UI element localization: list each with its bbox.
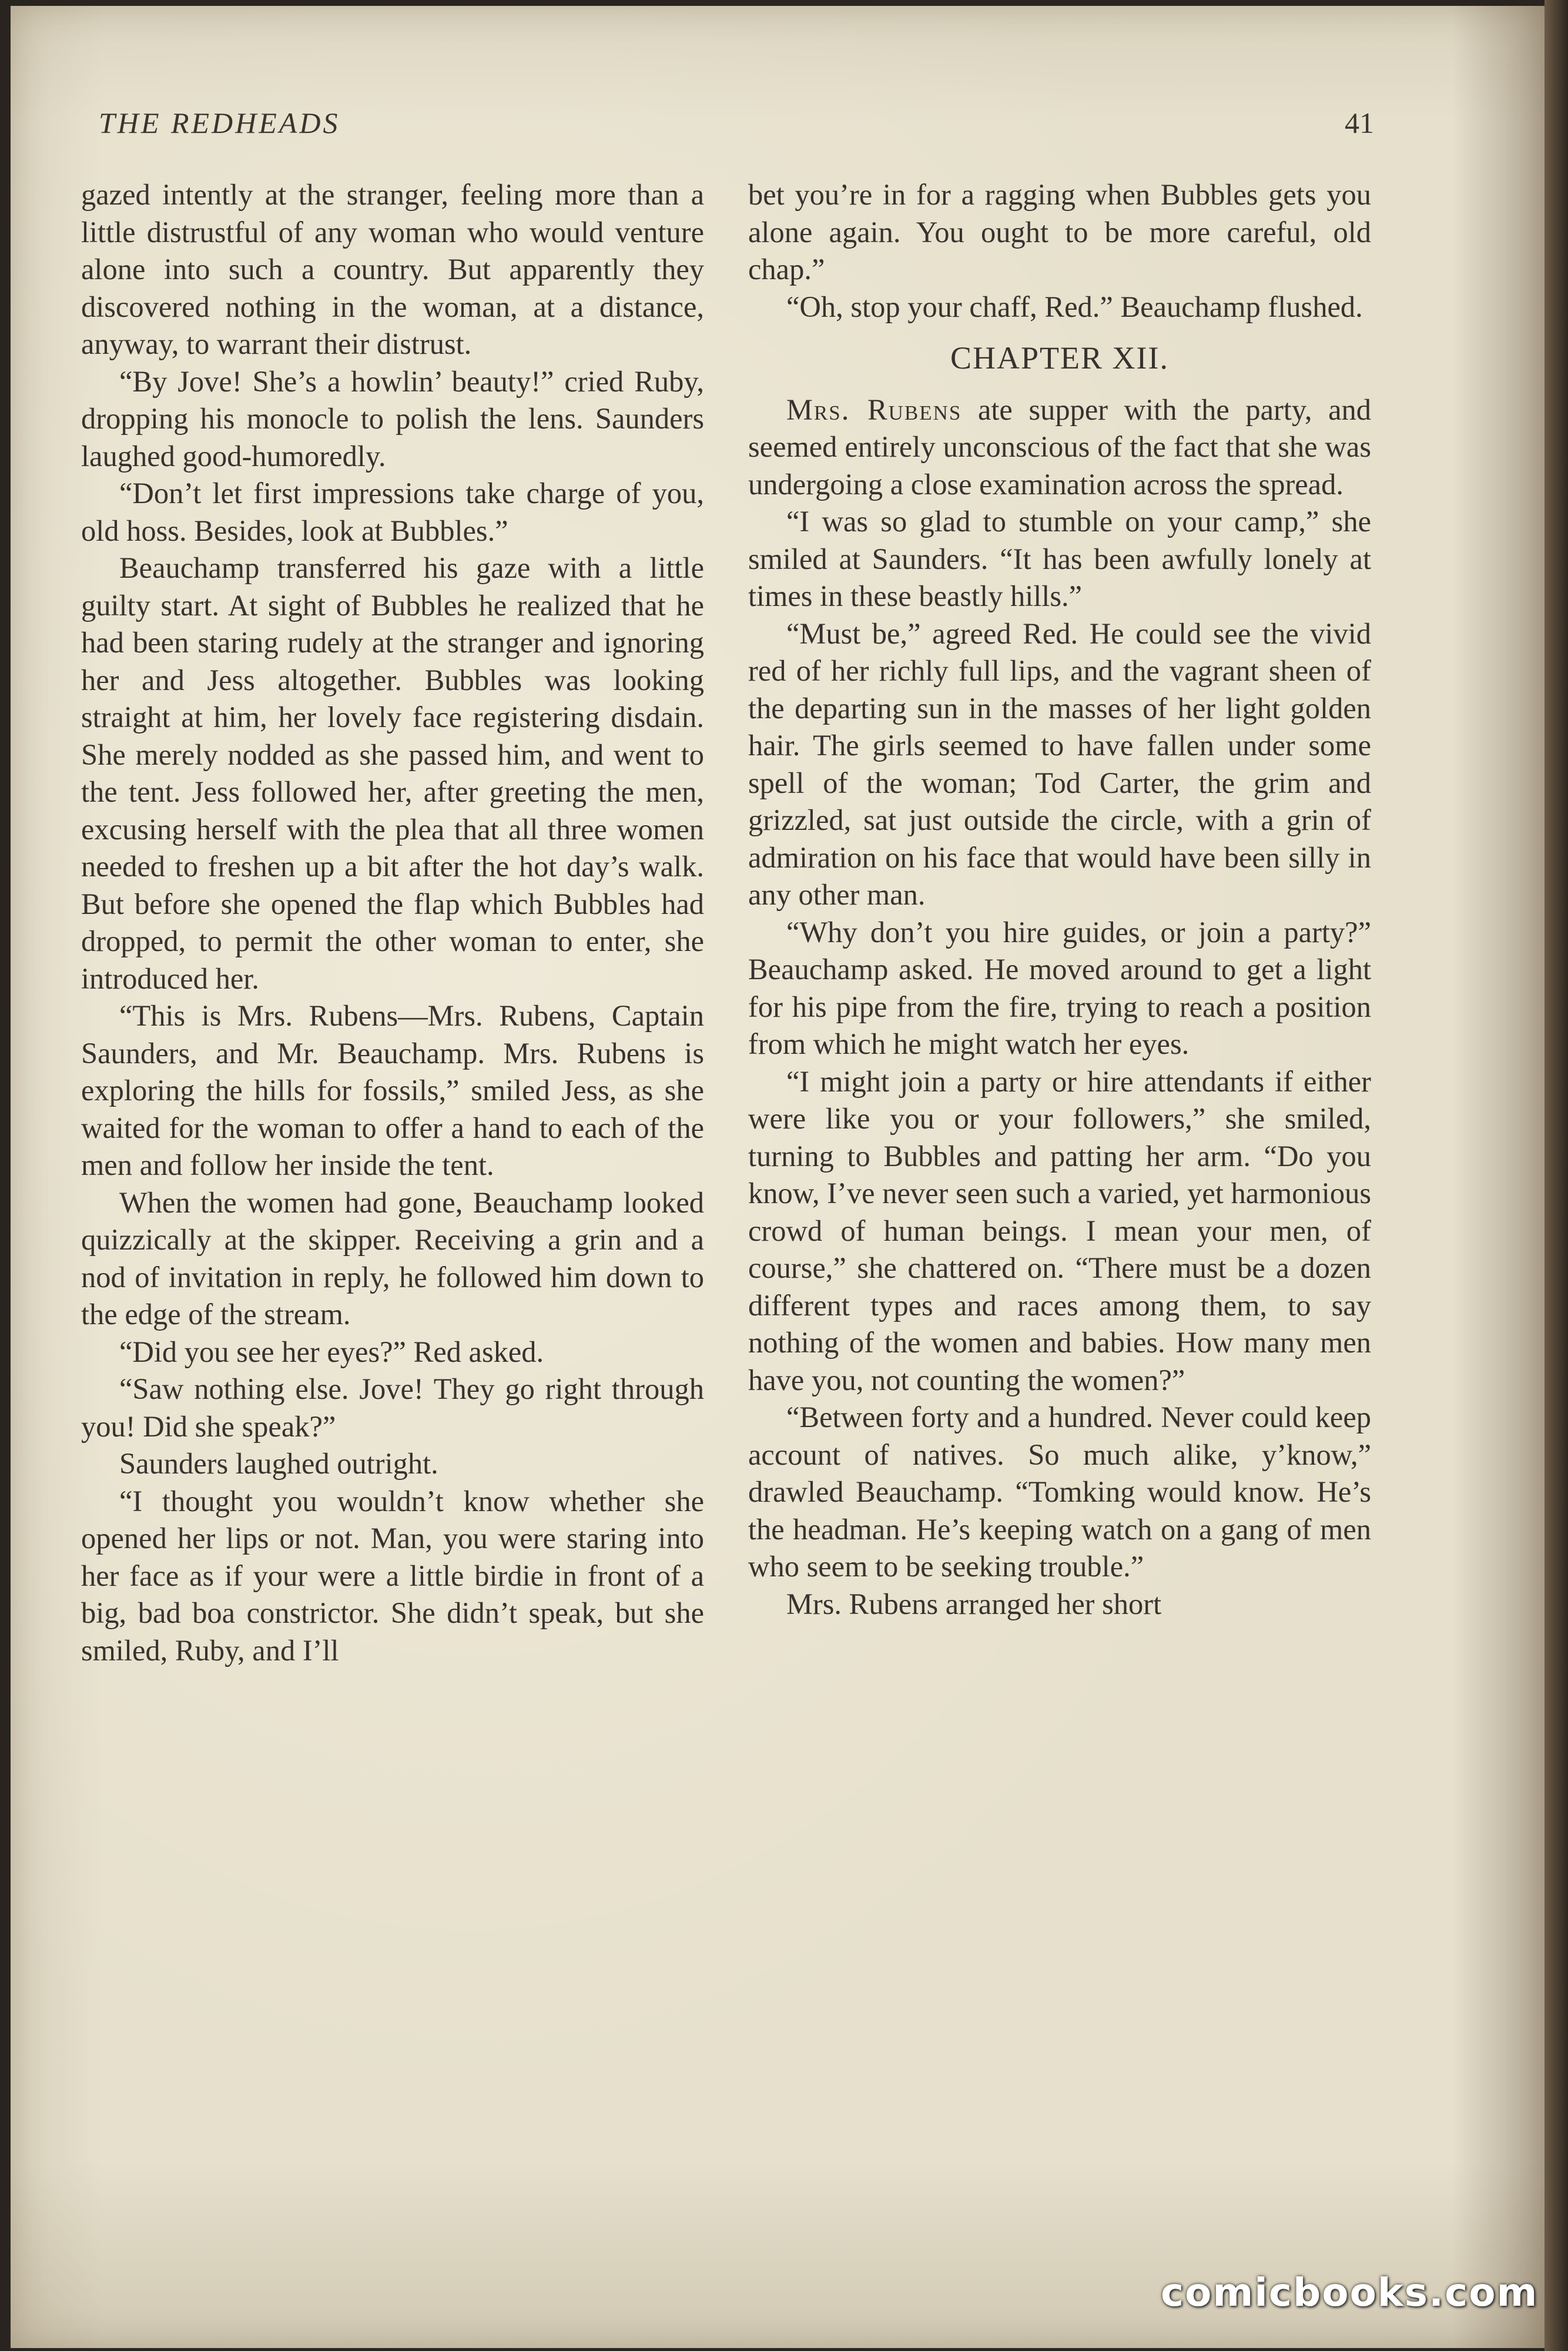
paragraph: “I was so glad to stumble on your camp,” she smiled at Saunders. “It has been awfully lonely at times in these beastly hills.”	[748, 505, 1371, 612]
paragraph: “By Jove! She’s a howlin’ beauty!” cried Ruby, dropping his monocle to polish the lens. Saunders laughed good-humoredly.	[81, 364, 704, 473]
book-page	[11, 6, 1544, 2348]
chapter-heading: CHAPTER XII.	[950, 340, 1169, 376]
paragraph: Saunders laughed outright.	[119, 1447, 438, 1480]
paragraph: “Between forty and a hundred. Never could keep account of natives. So much alike, y’know,” drawled Beauchamp. “Tomking would know. He’s the headman. He’s keeping watch on a gang of men who seem to be seeking trouble.”	[748, 1401, 1371, 1583]
paragraph: “This is Mrs. Rubens—Mrs. Rubens, Captain Saunders, and Mr. Beauchamp. Mrs. Rubens is exploring the hills for fossils,” smiled Jess, as she waited for the woman to offer a hand to each of the men and follow her inside the tent.	[81, 999, 704, 1181]
paragraph: “Why don’t you hire guides, or join a party?” Beauchamp asked. He moved around to get a light for his pipe from the fire, trying to reach a position from which he might watch her eyes.	[748, 915, 1371, 1060]
paragraph: bet you’re in for a ragging when Bubbles gets you alone again. You ought to be more careful, old chap.”	[748, 178, 1371, 286]
paragraph: gazed intently at the stranger, feeling more than a little distrustful of any woman who would venture alone into such a country. But apparently they discovered nothing in the woman, at a distance, anyway, to warrant their distrust.	[81, 178, 704, 360]
paragraph: “Did you see her eyes?” Red asked.	[119, 1335, 544, 1368]
paragraph: When the women had gone, Beauchamp looked quizzically at the skipper. Receiving a grin and a nod of invitation in reply, he followed him down to the edge of the stream.	[81, 1185, 704, 1331]
paragraph: “Must be,” agreed Red. He could see the vivid red of her richly full lips, and the vagrant sheen of the departing sun in the masses of her light golden hair. The girls seemed to have fallen under some spell of the woman; Tod Carter, the grim and grizzled, sat just outside the circle, with a grin of admiration on his face that would have been silly in any other man.	[748, 617, 1371, 911]
chapter-opening-text: ate supper with the party, and seemed entirely unconscious of the fact that she was undergoing a close examination across the spread.	[748, 393, 1371, 501]
page-edge-shadow	[1544, 0, 1568, 2351]
paragraph: “Oh, stop your chaff, Red.” Beauchamp flushed.	[786, 290, 1363, 323]
chapter-lead-words: Mrs. Rubens	[786, 393, 962, 426]
paragraph: Mrs. Rubens arranged her short	[786, 1587, 1162, 1620]
paragraph: “I might join a party or hire attendants if either were like you or your followers,” she smiled, turning to Bubbles and patting her arm. “Do you know, I’ve never seen such a varied, yet harmonious crowd of human beings. I mean your men, of course,” she chattered on. “There must be a dozen different types and races among them, to say nothing of the women and babies. How many men have you, not counting the women?”	[748, 1064, 1371, 1396]
paragraph: “I thought you wouldn’t know whether she opened her lips or not. Man, you were staring into her face as if your were a little birdie in front of a big, bad boa constrictor. She didn’t speak, but she smiled, Ruby, and I’ll	[81, 1484, 704, 1667]
running-head: THE REDHEADS	[99, 106, 340, 139]
paragraph: Beauchamp transferred his gaze with a little guilty start. At sight of Bubbles he realized that he had been staring rudely at the stranger and ignoring her and Jess altogether. Bubbles was looking straight at him, her lovely face registering disdain. She merely nodded as she passed him, and went to the tent. Jess followed her, after greeting the men, excusing herself with the plea that all three women needed to freshen up a bit after the hot day’s walk. But before she opened the flap which Bubbles had dropped, to permit the other woman to enter, she introduced her.	[81, 551, 704, 995]
left-column	[81, 176, 704, 1669]
paragraph: “Don’t let first impressions take charge of you, old hoss. Besides, look at Bubbles.”	[81, 477, 704, 547]
chapter-opening-paragraph	[748, 391, 1371, 504]
site-watermark: comicbooks.com	[1161, 2270, 1539, 2315]
page-number: 41	[1345, 106, 1374, 139]
paragraph: “Saw nothing else. Jove! They go right through you! Did she speak?”	[81, 1372, 704, 1443]
right-column	[748, 176, 1371, 1623]
